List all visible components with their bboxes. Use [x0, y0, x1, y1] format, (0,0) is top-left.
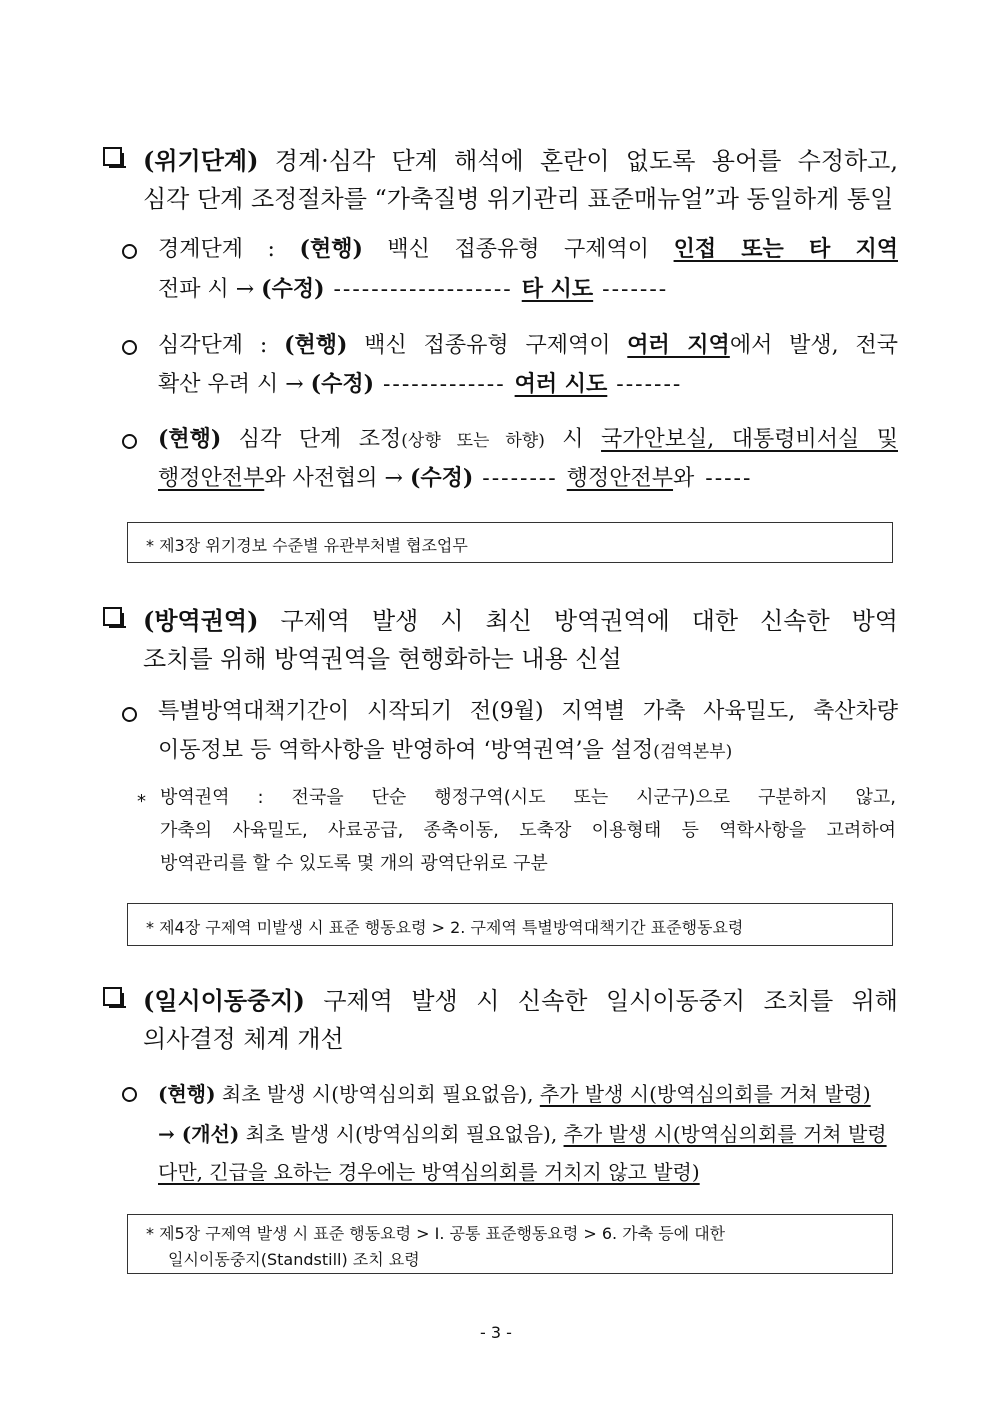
bullet-standstill-line1: (현행) 최초 발생 시(방역심의회 필요없음), 추가 발생 시(방역심의회를 거쳐 발령) — [158, 1082, 871, 1106]
bullet-alert-line1: 경계단계 : (현행) 백신 접종유형 구제역이 인접 또는 타 지역 — [158, 236, 898, 262]
zone-definition-line1: 방역권역 : 전국을 단순 행정구역(시도 또는 시군구)으로 구분하지 않고, — [160, 787, 896, 808]
asterisk-marker: * — [137, 791, 146, 812]
section-crisis-level — [103, 142, 898, 222]
checkbox-square-icon — [103, 987, 122, 1006]
section-heading-line2: 심각 단계 조정절차를 “가축질병 위기관리 표준매뉴얼”과 동일하게 통일 — [143, 185, 894, 213]
section-control-zone — [103, 602, 898, 682]
reference-note-text: * 제5장 구제역 발생 시 표준 행동요령 > Ⅰ. 공통 표준행동요령 > 6. 가축 등에 대한 — [146, 1224, 726, 1243]
zone-definition-line2: 가축의 사육밀도, 사료공급, 종축이동, 도축장 이용형태 등 역학사항을 고려하여 — [160, 820, 896, 841]
bullet-zone-line2: 이동정보 등 역학사항을 반영하여 ‘방역권역’을 설정(검역본부) — [158, 738, 733, 763]
section-heading-line1: (위기단계) 경계·심각 단계 해석에 혼란이 없도록 용어를 수정하고, — [143, 146, 898, 175]
reference-note-text: 일시이동중지(Standstill) 조치 요령 — [168, 1250, 420, 1269]
section-heading-line2: 의사결정 체계 개선 — [143, 1025, 344, 1053]
bullet-standstill-line3: 다만, 긴급을 요하는 경우에는 방역심의회를 거치지 않고 발령) — [158, 1160, 700, 1184]
checkbox-square-icon — [103, 607, 122, 626]
reference-note-text: * 제4장 구제역 미발생 시 표준 행동요령 > 2. 구제역 특별방역대책기간 표준행동요령 — [146, 918, 744, 937]
reference-note-box — [127, 522, 893, 563]
circle-bullet-icon — [122, 244, 137, 259]
circle-bullet-icon — [122, 1087, 137, 1102]
section-heading-line2: 조치를 위해 방역권역을 현행화하는 내용 신설 — [143, 645, 622, 673]
circle-bullet-icon — [122, 340, 137, 355]
bullet-standstill-line2: → (개선) 최초 발생 시(방역심의회 필요없음), 추가 발생 시(방역심의회를 거쳐 발령 — [158, 1122, 887, 1146]
bullet-adjust-line1: (현행) 심각 단계 조정(상향 또는 하향) 시 국가안보실, 대통령비서실 및 — [158, 426, 898, 452]
page-number: - 3 - — [480, 1323, 512, 1342]
bullet-zone-line1: 특별방역대책기간이 시작되기 전(9월) 지역별 가축 사육밀도, 축산차량 — [158, 699, 898, 724]
bullet-serious-line1: 심각단계 : (현행) 백신 접종유형 구제역이 여러 지역에서 발생, 전국 — [158, 332, 898, 358]
reference-note-box — [127, 903, 893, 946]
section-heading-line1: (방역권역) 구제역 발생 시 최신 방역권역에 대한 신속한 방역 — [143, 606, 898, 635]
section-standstill — [103, 982, 898, 1062]
reference-note-text: * 제3장 위기경보 수준별 유관부처별 협조업무 — [146, 536, 468, 555]
circle-bullet-icon — [122, 707, 137, 722]
zone-definition-line3: 방역관리를 할 수 있도록 몇 개의 광역단위로 구분 — [160, 853, 548, 874]
checkbox-square-icon — [103, 147, 122, 166]
circle-bullet-icon — [122, 434, 137, 449]
bullet-alert-line2: 전파 시 → (수정) ------------------- 타 시도 ------- — [158, 276, 669, 302]
reference-note-box — [127, 1214, 893, 1274]
bullet-serious-line2: 확산 우려 시 → (수정) ------------- 여러 시도 ------- — [158, 371, 683, 397]
bullet-adjust-line2: 행정안전부와 사전협의 → (수정) -------- 행정안전부와 ----- — [158, 465, 753, 491]
section-heading-line1: (일시이동중지) 구제역 발생 시 신속한 일시이동중지 조치를 위해 — [143, 986, 898, 1015]
